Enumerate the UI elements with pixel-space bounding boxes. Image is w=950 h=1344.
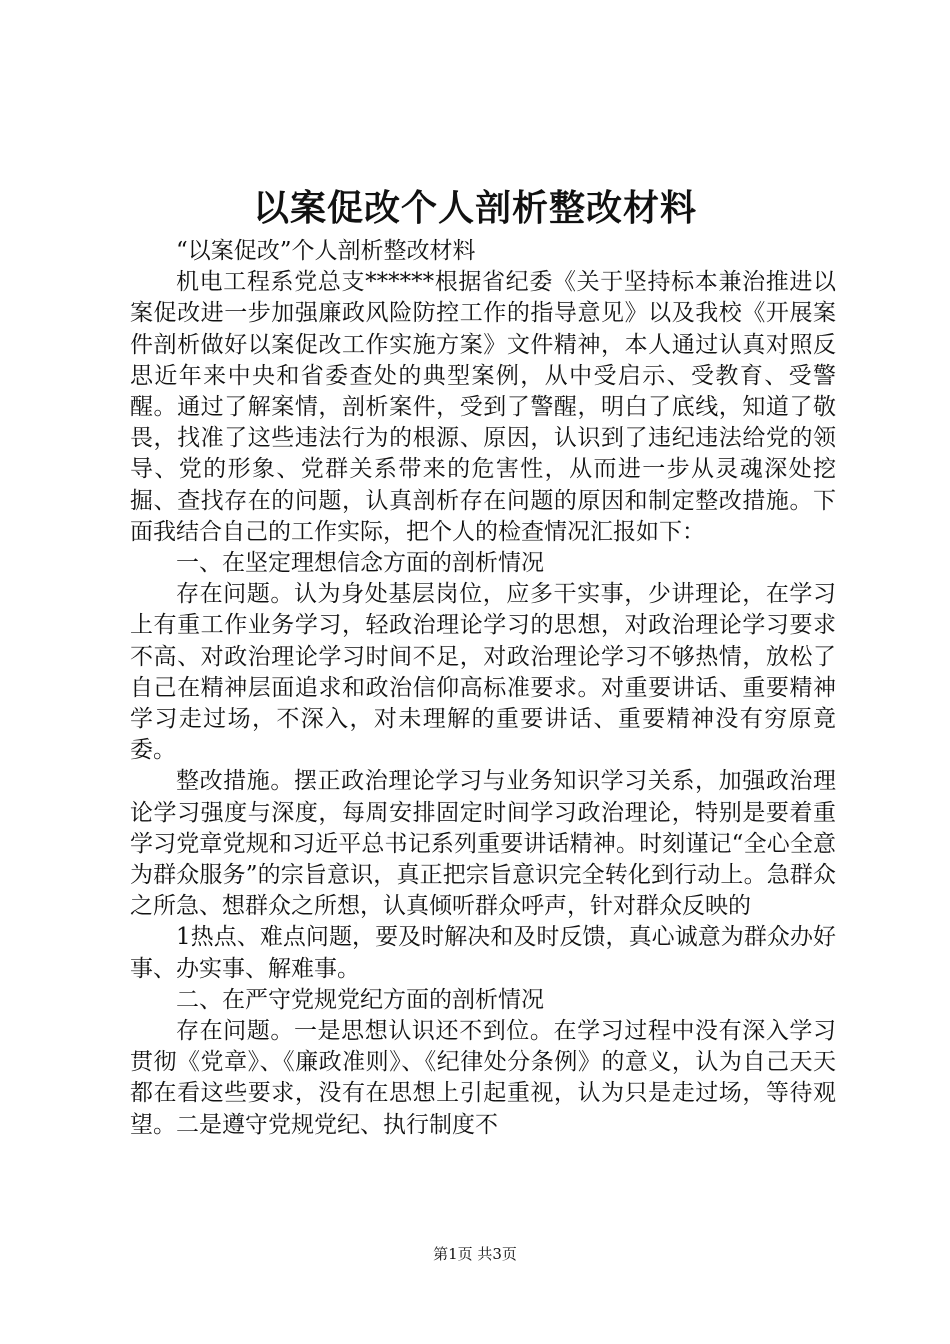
measures-paragraph-1: 整改措施。摆正政治理论学习与业务知识学习关系，加强政治理论学习强度与深度，每周安排固定时间学习政治理论，特别是要着重学习党章党规和习近平总书记系列重要讲话精神。时刻谨记“全心全意为群众服务”的宗旨意识，真正把宗旨意识完全转化到行动上。急群众之所急、想群众之所想，认真倾听群众呼声，针对群众反映的 bbox=[130, 768, 836, 920]
intro-paragraph: 机电工程系党总支******根据省纪委《关于坚持标本兼治推进以案促改进一步加强廉政风险防控工作的指导意见》以及我校《开展案件剖析做好以案促改工作实施方案》文件精神，本人通过认真对照反思近年来中央和省委查处的典型案例，从中受启示、受教育、受警醒。通过了解案情，剖析案件，受到了警醒，明白了底线，知道了敬畏，找准了这些违法行为的根源、原因，认识到了违纪违法给党的领导、党的形象、党群关系带来的危害性，从而进一步从灵魂深处挖掘、查找存在的问题，认真剖析存在问题的原因和制定整改措施。下面我结合自己的工作实际，把个人的检查情况汇报如下： bbox=[130, 269, 836, 545]
section-heading-2: 二、在严守党规党纪方面的剖析情况 bbox=[176, 986, 544, 1013]
section-heading-1: 一、在坚定理想信念方面的剖析情况 bbox=[176, 550, 544, 577]
problem-paragraph-2: 存在问题。一是思想认识还不到位。在学习过程中没有深入学习贯彻《党章》、《廉政准则》、《纪律处分条例》的意义，认为自己天天都在看这些要求，没有在思想上引起重视，认为只是走过场，等待观望。二是遵守党规党纪、执行制度不 bbox=[130, 1018, 836, 1138]
document-title: 以案促改个人剖析整改材料 bbox=[252, 187, 697, 229]
problem-paragraph-1: 存在问题。认为身处基层岗位，应多干实事，少讲理论，在学习上有重工作业务学习，轻政治理论学习的思想，对政治理论学习要求不高、对政治理论学习时间不足，对政治理论学习不够热情，放松了自己在精神层面追求和政治信仰高标准要求。对重要讲话、重要精神学习走过场，不深入，对未理解的重要讲话、重要精神没有穷原竟委。 bbox=[130, 581, 836, 764]
document-body bbox=[130, 236, 836, 1141]
measures-paragraph-1-continued: 1热点、难点问题，要及时解决和及时反馈，真心诚意为群众办好事、办实事、解难事。 bbox=[130, 924, 836, 982]
subtitle-paragraph: “以案促改”个人剖析整改材料 bbox=[176, 238, 476, 264]
page-footer: 第1页 共3页 bbox=[433, 1245, 517, 1263]
